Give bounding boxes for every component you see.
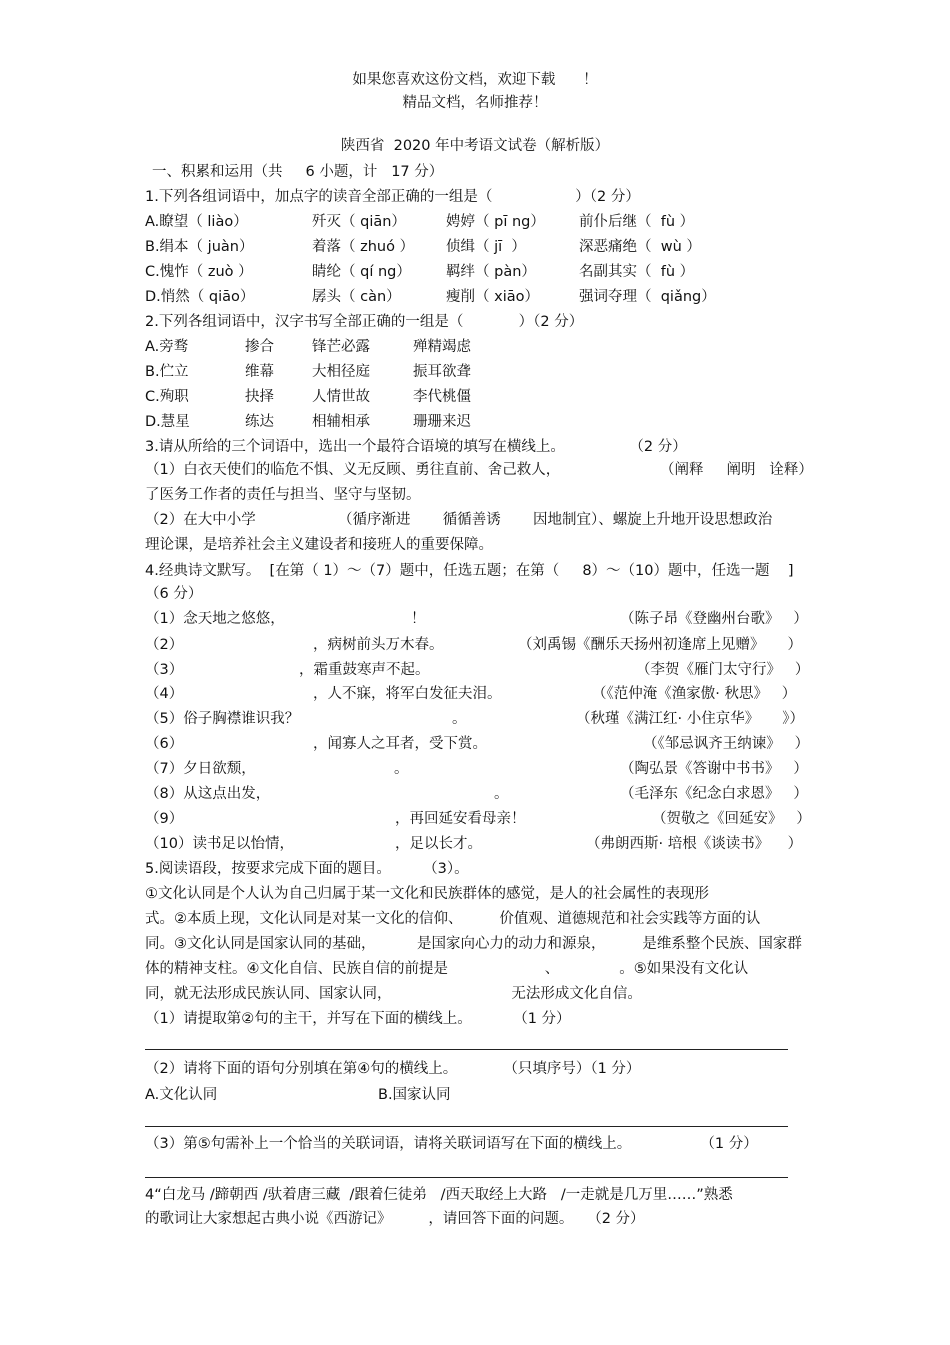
answer-line-1	[145, 1049, 788, 1050]
question-4-stem: 4.经典诗文默写。 [在第（ 1）～（7）题中，任选五题；在第（ 8）～（10）题中，任选一题 ]	[145, 563, 794, 579]
q2-option-a-1: A.旁骛	[145, 339, 189, 355]
q4-item-1-source: （陈子昂《登幽州台歌》 ）	[620, 611, 808, 627]
q1-option-c-3: 羁绊（ pàn）	[446, 264, 536, 280]
q2-option-c-4: 李代桃僵	[413, 389, 471, 405]
q1-option-b-4: 深恶痛绝（ wù ）	[579, 239, 701, 255]
question-3-stem: 3.请从所给的三个词语中，选出一个最符合语境的填写在横线上。 （2 分）	[145, 439, 687, 455]
q2-option-b-3: 大相径庭	[312, 364, 370, 380]
q4-item-6-tail: ，闻寡人之耳者，受下赏。	[313, 736, 487, 752]
question-xiyouji-line-1: 4“白龙马 /蹄朝西 /驮着唐三藏 /跟着仨徒弟 /西天取经上大路 /一走就是几万里……”熟悉	[145, 1187, 733, 1203]
q4-item-8-source: （毛泽东《纪念白求恩》 ）	[620, 786, 808, 802]
q4-item-6-source: （《邹忌讽齐王纳谏》 ）	[643, 736, 810, 752]
q2-option-d-2: 练达	[245, 414, 274, 430]
answer-line-2	[145, 1126, 788, 1127]
promo-line-2: 精品文档，名师推荐！	[402, 95, 548, 111]
question-1-stem: 1.下列各组词语中，加点字的读音全部正确的一组是（ ）（2 分）	[145, 189, 640, 205]
q4-item-9-source: （贺敬之《回延安》 ）	[652, 811, 811, 827]
q4-item-2-tail: ，病树前头万木春。	[313, 637, 444, 653]
q3-sub2-options: （循序渐进 循循善诱 因地制宜）、螺旋上升地开设思想政治	[338, 512, 773, 528]
q1-option-b-3: 侦缉（ jī ）	[446, 239, 526, 255]
q2-option-d-4: 珊珊来迟	[413, 414, 471, 430]
q2-option-a-2: 掺合	[245, 339, 274, 355]
answer-line-3	[145, 1177, 788, 1178]
q1-option-d-2: 孱头（ càn）	[312, 289, 401, 305]
q1-option-c-2: 睛纶（ qí ng）	[312, 264, 411, 280]
q1-option-c-1: C.愧怍（ zuò ）	[145, 264, 253, 280]
q5-sub3: （3）第⑤句需补上一个恰当的关联词语，请将关联词语写在下面的横线上。 （1 分）	[145, 1136, 758, 1152]
q1-option-b-2: 着落（ zhuó ）	[312, 239, 415, 255]
q4-item-10-source: （弗朗西斯· 培根《谈读书》 ）	[586, 836, 803, 852]
q5-passage-line-5: 同，就无法形成民族认同、国家认同， 无法形成文化自信。	[145, 986, 642, 1002]
q1-option-a-2: 歼灭（ qiān）	[312, 214, 406, 230]
q4-item-4-tail: ，人不寐，将军白发征夫泪。	[313, 686, 502, 702]
q2-option-a-3: 锋芒必露	[312, 339, 370, 355]
promo-line-1: 如果您喜欢这份文档，欢迎下载 ！	[352, 72, 598, 88]
q4-item-1-tail: ！	[411, 611, 426, 627]
q3-sub2-text: （2）在大中小学	[145, 512, 256, 528]
q4-item-5-text: （5）俗子胸襟谁识我？	[145, 711, 300, 727]
q2-option-c-3: 人情世故	[312, 389, 370, 405]
q5-option-b: B.国家认同	[378, 1087, 451, 1103]
q5-passage-line-4: 体的精神支柱。④文化自信、民族自信的前提是 、 。⑤如果没有文化认	[145, 961, 749, 977]
q5-passage-line-3: 同。③文化认同是国家认同的基础， 是国家向心力的动力和源泉， 是维系整个民族、国家群	[145, 936, 802, 952]
q3-sub2-continuation: 理论课，是培养社会主义建设者和接班人的重要保障。	[145, 537, 493, 553]
q2-option-c-2: 抉择	[245, 389, 274, 405]
q1-option-a-1: A.瞭望（ liào）	[145, 214, 248, 230]
q2-option-b-1: B.伫立	[145, 364, 189, 380]
q2-option-a-4: 殚精竭虑	[413, 339, 471, 355]
q4-item-3-text: （3）	[145, 662, 184, 678]
question-5-stem: 5.阅读语段，按要求完成下面的题目。 （3）。	[145, 861, 469, 877]
q5-passage-line-1: ①文化认同是个人认为自己归属于某一文化和民族群体的感觉，是人的社会属性的表现形	[145, 886, 709, 902]
question-2-stem: 2.下列各组词语中，汉字书写全部正确的一组是（ ）（2 分）	[145, 314, 584, 330]
q1-option-d-1: D.悄然（ qiāo）	[145, 289, 255, 305]
q5-sub1: （1）请提取第②句的主干，并写在下面的横线上。 （1 分）	[145, 1011, 571, 1027]
q1-option-a-3: 娉婷（ pī ng）	[446, 214, 545, 230]
question-xiyouji-line-2: 的歌词让大家想起古典小说《西游记》 ，请回答下面的问题。 （2 分）	[145, 1211, 645, 1227]
q1-option-b-1: B.绢本（ juàn）	[145, 239, 254, 255]
q5-sub2: （2）请将下面的语句分别填在第④句的横线上。 （只填序号）（1 分）	[145, 1061, 641, 1077]
q2-option-d-1: D.慧星	[145, 414, 190, 430]
q4-item-8-text: （8）从这点出发，	[145, 786, 271, 802]
q4-item-5-tail: 。	[452, 711, 467, 727]
q3-sub1-text: （1）白衣天使们的临危不惧、义无反顾、勇往直前、舍己救人，	[145, 462, 561, 478]
q4-item-6-text: （6）	[145, 736, 184, 752]
q4-item-9-text: （9）	[145, 811, 184, 827]
q4-item-2-text: （2）	[145, 637, 184, 653]
q4-item-3-tail: ，霜重鼓寒声不起。	[299, 662, 430, 678]
q4-item-1-text: （1）念天地之悠悠，	[145, 611, 285, 627]
exam-title: 陕西省 2020 年中考语文试卷（解析版）	[340, 138, 610, 154]
q1-option-d-4: 强词夺理（ qiǎng）	[579, 289, 716, 305]
q4-item-2-source: （刘禹锡《酬乐天扬州初逢席上见赠》 ）	[518, 637, 803, 653]
q4-item-5-source: （秋瑾《满江红· 小住京华》 》）	[576, 711, 805, 727]
q2-option-c-1: C.殉职	[145, 389, 189, 405]
q2-option-d-3: 相辅相承	[312, 414, 370, 430]
q4-item-4-source: （《范仲淹《渔家傲· 秋思》 ）	[592, 686, 797, 702]
q1-option-a-4: 前仆后继（ fù ）	[579, 214, 695, 230]
question-4-score: （6 分）	[145, 586, 203, 602]
q3-sub1-options: （阐释 阐明 诠释）	[660, 462, 813, 478]
q4-item-8-tail: 。	[494, 786, 509, 802]
q4-item-4-text: （4）	[145, 686, 184, 702]
q4-item-9-tail: ，再回延安看母亲！	[395, 811, 526, 827]
q2-option-b-4: 振耳欲聋	[413, 364, 471, 380]
q4-item-7-text: （7）夕日欲颓，	[145, 761, 256, 777]
q4-item-3-source: （李贺《雁门太守行》 ）	[636, 662, 810, 678]
q5-passage-line-2: 式。②本质上现，文化认同是对某一文化的信仰、 价值观、道德规范和社会实践等方面的认	[145, 911, 761, 927]
q4-item-10-text: （10）读书足以怡情，	[145, 836, 294, 852]
q5-option-a: A.文化认同	[145, 1087, 218, 1103]
q1-option-d-3: 瘦削（ xiāo）	[446, 289, 539, 305]
q1-option-c-4: 名副其实（ fù ）	[579, 264, 695, 280]
q3-sub1-continuation: 了医务工作者的责任与担当、坚守与坚韧。	[145, 487, 421, 503]
q4-item-7-tail: 。	[394, 761, 409, 777]
q2-option-b-2: 维幕	[245, 364, 274, 380]
section-heading: 一、积累和运用（共 6 小题，计 17 分）	[152, 164, 444, 180]
q4-item-10-tail: ，足以长才。	[395, 836, 482, 852]
q4-item-7-source: （陶弘景《答谢中书书》 ）	[620, 761, 808, 777]
